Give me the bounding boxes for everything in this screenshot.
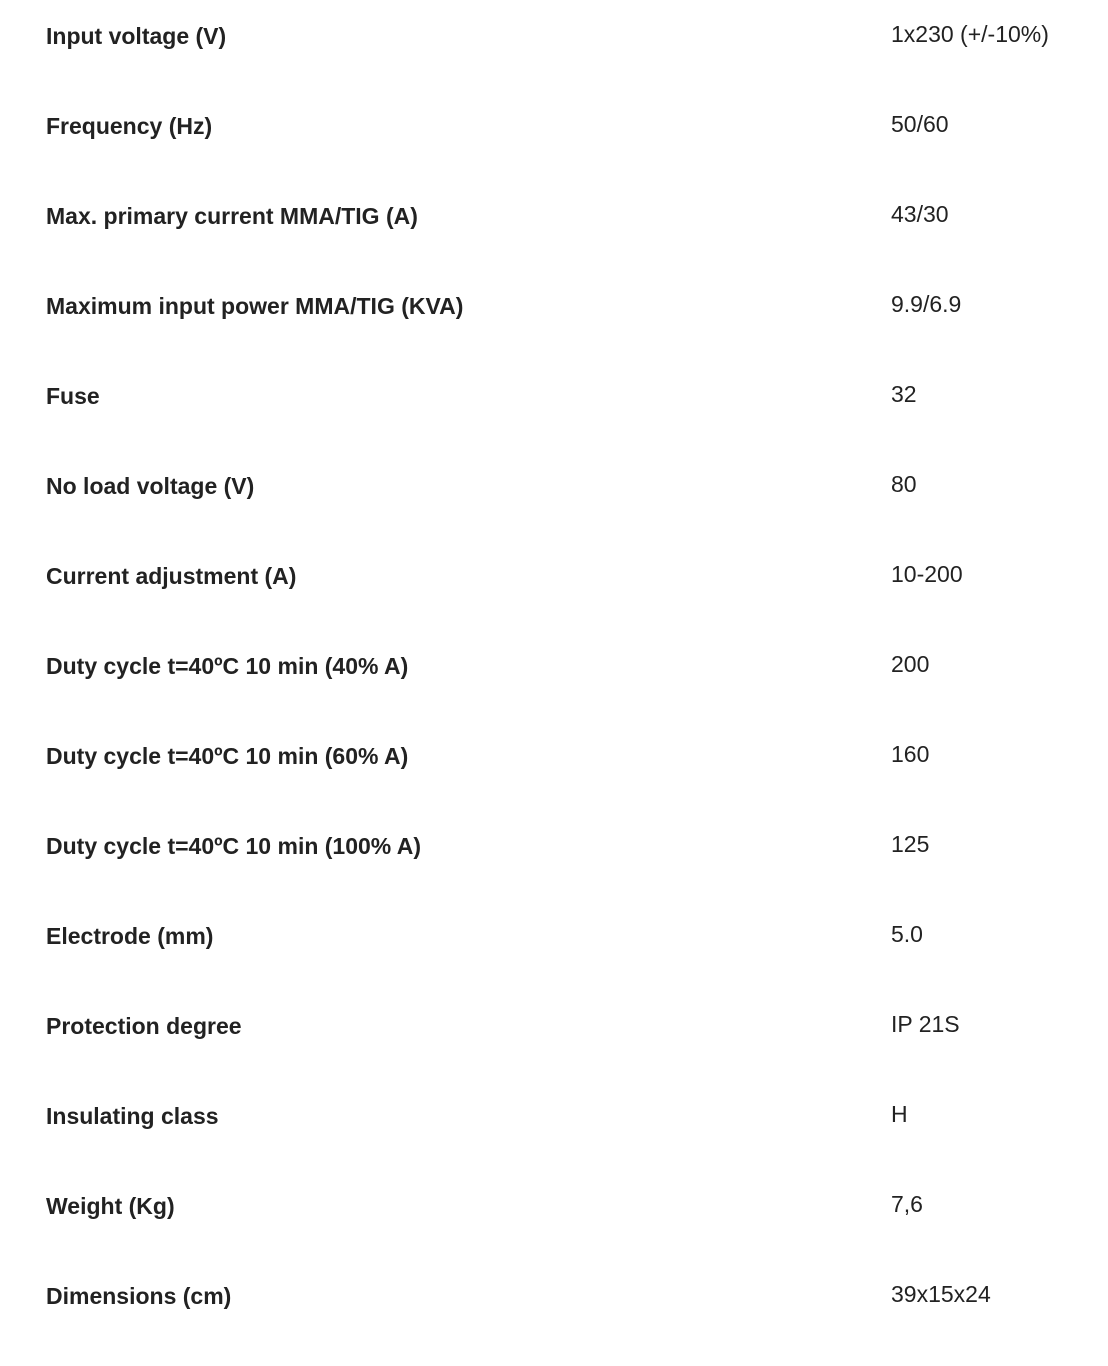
spec-label: Protection degree: [46, 1013, 242, 1039]
spec-value: 10-200: [891, 561, 963, 587]
spec-value: 200: [891, 651, 930, 677]
spec-row-weight: [0, 1170, 1108, 1260]
spec-row-max-input-power: [0, 270, 1108, 360]
spec-label: Electrode (mm): [46, 923, 214, 949]
spec-label: Maximum input power MMA/TIG (KVA): [46, 293, 464, 319]
spec-value: 125: [891, 831, 930, 857]
spec-value: 39x15x24: [891, 1281, 991, 1307]
spec-value: 50/60: [891, 111, 949, 137]
spec-row-electrode: [0, 900, 1108, 990]
spec-value: 5.0: [891, 921, 923, 947]
spec-label: Input voltage (V): [46, 23, 227, 49]
spec-value: IP 21S: [891, 1011, 960, 1037]
spec-row-duty-cycle-60: [0, 720, 1108, 810]
spec-row-dimensions: [0, 1260, 1108, 1350]
spec-label: Current adjustment (A): [46, 563, 297, 589]
spec-value: 80: [891, 471, 917, 497]
spec-row-input-voltage: [0, 0, 1108, 90]
spec-label: No load voltage (V): [46, 473, 255, 499]
spec-label: Frequency (Hz): [46, 113, 213, 139]
spec-row-current-adjustment: [0, 540, 1108, 630]
spec-row-duty-cycle-40: [0, 630, 1108, 720]
spec-row-frequency: [0, 90, 1108, 180]
spec-value: 7,6: [891, 1191, 923, 1217]
spec-label: Insulating class: [46, 1103, 219, 1129]
spec-label: Max. primary current MMA/TIG (A): [46, 203, 418, 229]
spec-row-duty-cycle-100: [0, 810, 1108, 900]
spec-value: H: [891, 1101, 908, 1127]
spec-label: Duty cycle t=40ºC 10 min (100% A): [46, 833, 422, 859]
spec-value: 160: [891, 741, 930, 767]
spec-value: 9.9/6.9: [891, 291, 962, 317]
spec-row-fuse: [0, 360, 1108, 450]
spec-label: Fuse: [46, 383, 100, 409]
spec-value: 43/30: [891, 201, 949, 227]
spec-label: Duty cycle t=40ºC 10 min (60% A): [46, 743, 409, 769]
spec-label: Weight (Kg): [46, 1193, 175, 1219]
spec-row-no-load-voltage: [0, 450, 1108, 540]
spec-label: Dimensions (cm): [46, 1283, 232, 1309]
spec-row-max-primary-current: [0, 180, 1108, 270]
spec-value: 1x230 (+/-10%): [891, 21, 1049, 47]
spec-row-protection-degree: [0, 990, 1108, 1080]
spec-row-insulating-class: [0, 1080, 1108, 1170]
spec-value: 32: [891, 381, 917, 407]
spec-label: Duty cycle t=40ºC 10 min (40% A): [46, 653, 409, 679]
